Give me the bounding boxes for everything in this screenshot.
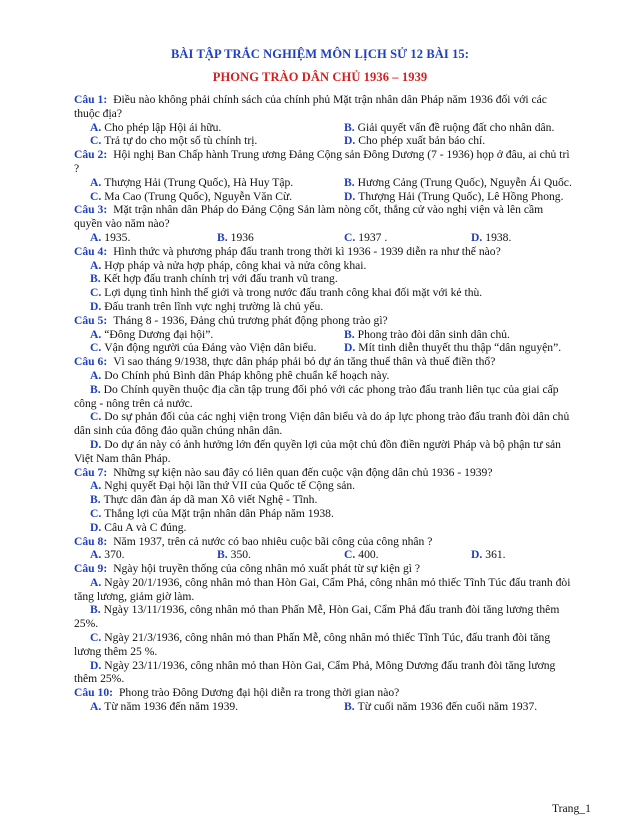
question-number: Câu 2:	[74, 148, 108, 162]
question-5	[74, 314, 574, 328]
question-9-options	[74, 576, 574, 686]
option-b: B. Từ cuối năm 1936 đến cuối năm 1937.	[344, 700, 538, 714]
question-6	[74, 355, 574, 369]
option-b: B. Kết hợp đấu tranh chính trị với đấu tranh vũ trang.	[90, 272, 338, 286]
question-7	[74, 466, 574, 480]
question-1-options	[74, 121, 574, 149]
option-c: C. Ngày 21/3/1936, công nhân mỏ than Phấn Mễ, công nhân mỏ thiếc Tĩnh Túc, đấu tranh đòi tăng lương thêm 25 %.	[74, 631, 551, 658]
option-d: D. Cho phép xuất bản báo chí.	[344, 134, 486, 148]
option-c: C. Trả tự do cho một số tù chính trị.	[90, 134, 258, 148]
question-4	[74, 245, 574, 259]
option-b: B. Ngày 13/11/1936, công nhân mỏ than Phấn Mễ, Hòn Gai, Cẩm Phả đấu tranh đòi tăng lương thêm 25%.	[74, 603, 560, 631]
question-2	[74, 148, 574, 176]
question-5-options	[74, 328, 574, 356]
option-a: A. Thượng Hải (Trung Quốc), Hà Huy Tập.	[90, 175, 294, 189]
page-number: Trang_1	[552, 802, 591, 815]
option-c: C. Lợi dụng tình hình thế giới và trong nước đấu tranh công khai đối mặt với kẻ thù.	[90, 286, 483, 300]
question-number: Câu 4:	[74, 244, 108, 258]
question-text: Hội nghị Ban Chấp hành Trung ương Đảng Cộng sản Đông Dương (7 - 1936) họp ở đâu, ai chủ trì ?	[74, 148, 570, 175]
option-a: A. “Đông Dương đại hội”.	[90, 327, 214, 341]
option-b: B. 1936	[217, 230, 254, 244]
option-b: B. Thực dân đàn áp dã man Xô viết Nghệ - Tĩnh.	[90, 493, 318, 507]
question-6-options	[74, 369, 574, 466]
option-c: C. Do sự phản đối của các nghị viện trong Viện dân biểu và do áp lực phong trào đấu tranh đòi dân chủ dân sinh của đông đảo quần chúng nhân dân.	[74, 410, 570, 438]
question-3-options	[74, 231, 574, 245]
option-c: C. Vận động người của Đảng vào Viện dân biểu.	[90, 341, 317, 355]
option-c: C. 400.	[344, 548, 379, 562]
question-text: Mặt trận nhân dân Pháp do Đảng Cộng Sản làm nòng cốt, thắng cử vào nghị viện và lên cầm quyền vào năm nào?	[74, 203, 544, 231]
question-text: Phong trào Đông Dương đại hội diễn ra trong thời gian nào?	[118, 686, 400, 700]
option-a: A. Do Chính phủ Bình dân Pháp không phê chuẩn kế hoạch này.	[90, 368, 390, 382]
option-a: A. Ngày 20/1/1936, công nhân mỏ than Hòn Gai, Cẩm Phả, công nhân mỏ thiếc Tĩnh Túc đấu tranh đòi tăng lương, giảm giờ làm.	[74, 575, 571, 603]
question-text: Hình thức và phương pháp đấu tranh trong thời kì 1936 - 1939 diễn ra như thế nào?	[113, 244, 501, 258]
option-a: A. Từ năm 1936 đến năm 1939.	[90, 700, 239, 714]
question-text: Tháng 8 - 1936, Đảng chủ trương phát động phong trào gì?	[113, 313, 388, 327]
option-d: D. Thượng Hải (Trung Quốc), Lê Hồng Phong.	[344, 189, 564, 203]
option-c: C. 1937 .	[344, 230, 388, 244]
option-a: A. 370.	[90, 548, 125, 562]
question-10-options	[74, 700, 574, 714]
document-subtitle: PHONG TRÀO DÂN CHỦ 1936 – 1939	[212, 70, 428, 84]
question-2-options	[74, 176, 574, 204]
question-8	[74, 535, 574, 549]
option-b: B. Phong trào đòi dân sinh dân chủ.	[344, 327, 510, 341]
question-8-options	[74, 548, 574, 562]
option-d: D. 1938.	[471, 230, 512, 244]
question-number: Câu 6:	[74, 355, 108, 369]
document-title: BÀI TẬP TRẮC NGHIỆM MÔN LỊCH SỬ 12 BÀI 15:	[170, 47, 470, 61]
option-a: A. Cho phép lập Hội ái hữu.	[90, 120, 222, 134]
question-text: Năm 1937, trên cả nước có bao nhiêu cuộc bãi công của công nhân ?	[113, 534, 433, 548]
option-b: B. Hương Cảng (Trung Quốc), Nguyễn Ái Quốc.	[344, 175, 572, 189]
option-b: B. Giải quyết vấn đề ruộng đất cho nhân dân.	[344, 120, 555, 134]
question-1	[74, 93, 574, 121]
question-text: Vì sao tháng 9/1938, thực dân pháp phải bỏ dự án tăng thuế thân và thuế điền thổ?	[113, 355, 496, 369]
option-d: D. Do dự án này có ảnh hưởng lớn đến quyền lợi của một chủ đồn điền người Pháp và bộ phận tư sản Việt Nam thân Pháp.	[74, 437, 561, 465]
option-d: D. Mít tinh diễn thuyết thu thập “dân nguyện”.	[344, 341, 562, 355]
question-list	[74, 93, 574, 714]
question-number: Câu 3:	[74, 203, 108, 217]
option-b: B. 350.	[217, 548, 251, 562]
question-number: Câu 8:	[74, 534, 108, 548]
question-4-options	[74, 259, 574, 314]
question-7-options	[74, 479, 574, 534]
question-text: Ngày hội truyền thống của công nhân mỏ xuất phát từ sự kiện gì ?	[113, 562, 421, 576]
question-text: Điều nào không phải chính sách của chính phủ Mặt trận nhân dân Pháp năm 1936 đối với các thuộc địa?	[74, 93, 547, 120]
option-c: C. Thắng lợi của Mặt trận nhân dân Pháp năm 1938.	[90, 506, 334, 520]
question-number: Câu 1:	[74, 93, 108, 106]
option-d: D. 361.	[471, 548, 506, 562]
question-text: Những sự kiện nào sau đây có liên quan đến cuộc vận động dân chủ 1936 - 1939?	[113, 465, 493, 479]
question-number: Câu 7:	[74, 465, 108, 479]
question-number: Câu 5:	[74, 313, 108, 327]
option-d: D. Đấu tranh trên lĩnh vực nghị trường là chủ yếu.	[90, 299, 324, 313]
question-3	[74, 203, 574, 231]
option-d: D. Câu A và C đúng.	[90, 520, 187, 534]
option-a: A. 1935.	[90, 230, 131, 244]
option-c: C. Ma Cao (Trung Quốc), Nguyễn Văn Cừ.	[90, 189, 293, 203]
question-10	[74, 686, 574, 700]
question-number: Câu 10:	[74, 686, 113, 700]
option-a: A. Hợp pháp và nửa hợp pháp, công khai và nửa công khai.	[90, 258, 367, 272]
option-d: D. Ngày 23/11/1936, công nhân mỏ than Hòn Gai, Cẩm Phả, Mông Dương đấu tranh đòi tăng lương thêm 25%.	[74, 658, 556, 686]
option-a: A. Nghị quyết Đại hội lần thứ VII của Quốc tế Cộng sản.	[90, 479, 356, 493]
question-9	[74, 562, 574, 576]
option-b: B. Do Chính quyền thuộc địa cần tập trung đối phó với các phong trào đấu tranh liên tục của giai cấp công - nông trên cả nước.	[74, 382, 559, 410]
question-number: Câu 9:	[74, 562, 108, 576]
